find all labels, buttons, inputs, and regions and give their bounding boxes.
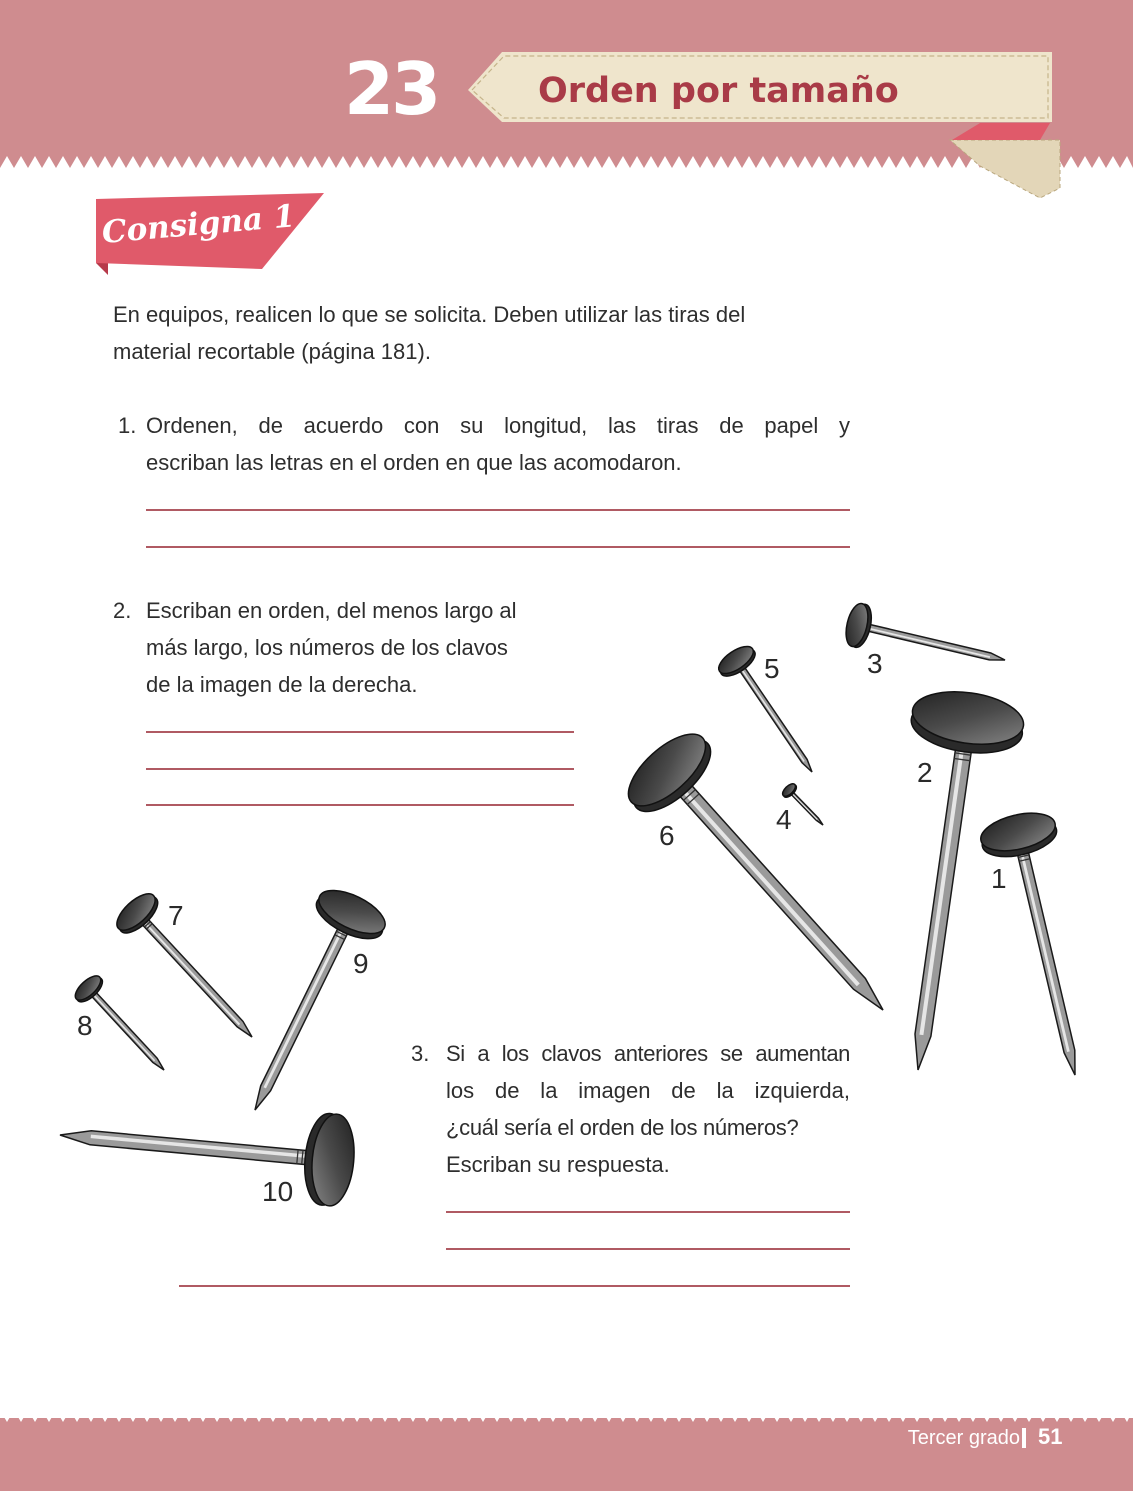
- nail-10-icon: [60, 1112, 358, 1208]
- nail-label-3: 3: [867, 648, 883, 679]
- nail-6-icon: [617, 722, 883, 1010]
- lesson-title: Orden por tamaño: [538, 71, 899, 111]
- nail-label-10: 10: [262, 1176, 294, 1207]
- footer-grade: Tercer grado: [907, 1427, 1020, 1449]
- nail-label-9: 9: [353, 948, 369, 979]
- question-3-line-4: Escriban su respuesta.: [446, 1152, 670, 1177]
- question-1-line-2: escriban las letras en el orden en que las acomodaron.: [146, 450, 682, 475]
- nail-label-2: 2: [917, 757, 933, 788]
- nail-label-6: 6: [659, 820, 675, 851]
- lesson-number: 23: [344, 47, 439, 131]
- nail-label-8: 8: [77, 1010, 93, 1041]
- footer-separator: [1022, 1428, 1026, 1448]
- nail-label-1: 1: [991, 863, 1007, 894]
- nail-2-icon: [908, 685, 1027, 1070]
- question-2-line-2: más largo, los números de los clavos: [146, 635, 508, 660]
- nail-1-icon: [977, 807, 1075, 1075]
- question-1-line-1: Ordenen, de acuerdo con su longitud, las tiras de papel y: [146, 413, 850, 438]
- question-2-line-3: de la imagen de la derecha.: [146, 672, 418, 697]
- question-1-number: 1.: [118, 413, 137, 438]
- question-2-number: 2.: [113, 598, 132, 623]
- nail-label-4: 4: [776, 804, 792, 835]
- page-number: 51: [1038, 1424, 1063, 1449]
- consigna-label: Consigna 1: [100, 198, 297, 251]
- intro-line-2: material recortable (página 181).: [113, 339, 431, 364]
- question-3-line-3: ¿cuál sería el orden de los números?: [446, 1115, 799, 1140]
- intro-line-1: En equipos, realicen lo que se solicita. Deben utilizar las tiras del: [113, 302, 746, 327]
- question-2-line-1: Escriban en orden, del menos largo al: [146, 598, 517, 623]
- nail-label-5: 5: [764, 653, 780, 684]
- question-3-number: 3.: [411, 1041, 430, 1066]
- nail-9-icon: [255, 882, 391, 1110]
- nail-label-7: 7: [168, 900, 184, 931]
- question-3-line-1: Si a los clavos anteriores se aumentan: [446, 1041, 850, 1066]
- question-3-line-2: los de la imagen de la izquierda,: [446, 1078, 850, 1103]
